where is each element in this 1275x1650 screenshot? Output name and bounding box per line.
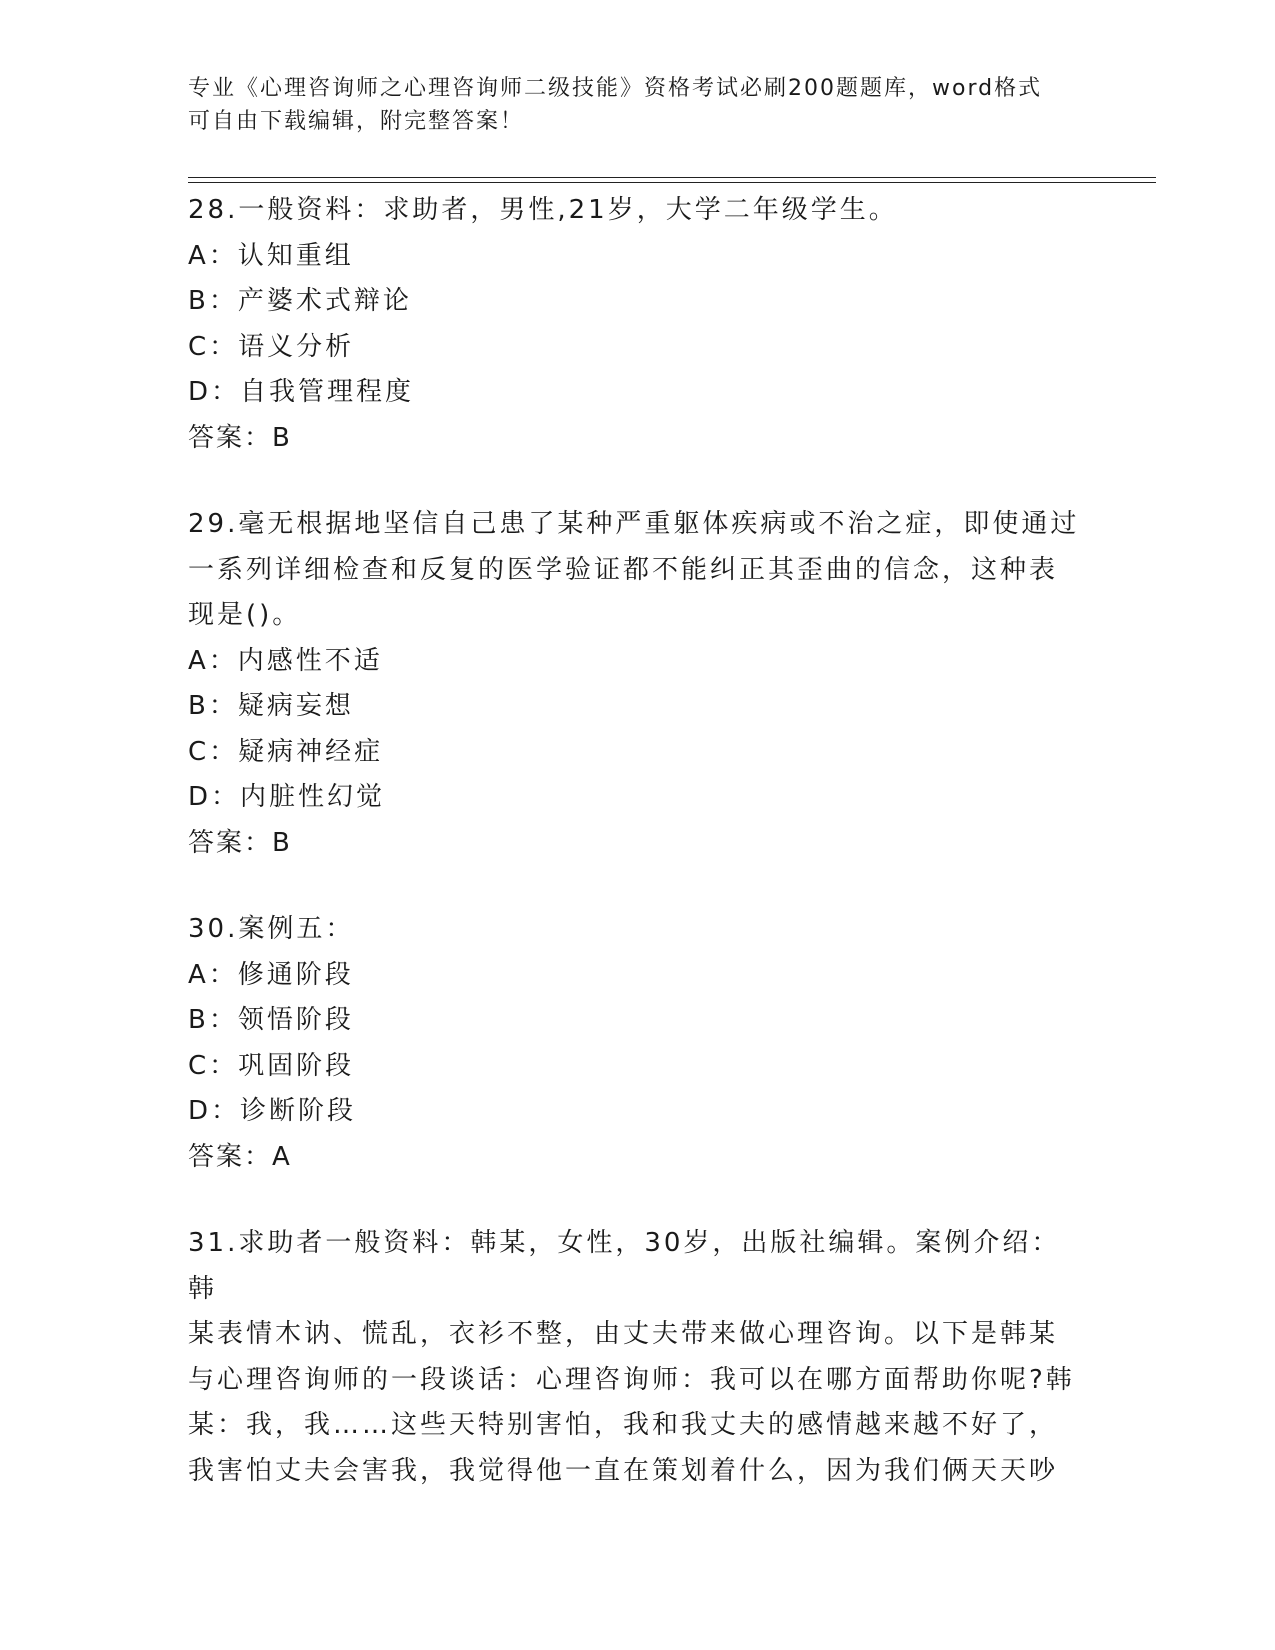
header-divider (188, 182, 1156, 183)
answer-line: 答案：A (188, 1141, 292, 1172)
option-a: A：内感性不适 (188, 645, 383, 676)
question-stem: 与心理咨询师的一段谈话：心理咨询师：我可以在哪方面帮助你呢?韩 (188, 1364, 1075, 1395)
option-d: D：自我管理程度 (188, 377, 415, 407)
question-stem: 31.求助者一般资料：韩某，女性，30岁，出版社编辑。案例介绍：韩 (188, 1228, 1061, 1304)
document-header (188, 72, 1088, 138)
question-stem: 28.一般资料：求助者，男性,21岁，大学二年级学生。 (188, 195, 898, 225)
question-stem: 某：我，我……这些天特别害怕，我和我丈夫的感情越来越不好了， (188, 1410, 1059, 1440)
question-item (188, 188, 1088, 461)
header-line: 专业《心理咨询师之心理咨询师二级技能》资格考试必刷200题题库，word格式 (188, 76, 1043, 101)
question-item (188, 1221, 1088, 1494)
question-item (188, 907, 1088, 1180)
option-c: C：疑病神经症 (188, 736, 384, 767)
option-a: A：修通阶段 (188, 959, 354, 990)
question-stem: 30.案例五： (188, 914, 355, 944)
question-item (188, 502, 1088, 866)
question-list (188, 188, 1088, 1494)
answer-line: 答案：B (188, 827, 292, 858)
question-stem: 我害怕丈夫会害我，我觉得他一直在策划着什么，因为我们俩天天吵 (188, 1455, 1059, 1486)
option-b: B：疑病妄想 (188, 691, 354, 721)
question-stem: 某表情木讷、慌乱，衣衫不整，由丈夫带来做心理咨询。以下是韩某 (188, 1319, 1059, 1349)
option-c: C：巩固阶段 (188, 1050, 355, 1081)
option-b: B：领悟阶段 (188, 1005, 354, 1035)
option-d: D：内脏性幻觉 (188, 782, 386, 812)
question-stem: 现是()。 (188, 600, 302, 630)
header-line: 可自由下载编辑，附完整答案！ (188, 109, 525, 134)
option-a: A：认知重组 (188, 240, 354, 271)
header-divider (188, 177, 1156, 178)
question-stem: 一系列详细检查和反复的医学验证都不能纠正其歪曲的信念，这种表 (188, 554, 1059, 585)
option-b: B：产婆术式辩论 (188, 286, 412, 316)
question-stem: 29.毫无根据地坚信自己患了某种严重躯体疾病或不治之症，即使通过 (188, 509, 1080, 539)
answer-line: 答案：B (188, 422, 292, 453)
option-c: C：语义分析 (188, 331, 355, 362)
option-d: D：诊断阶段 (188, 1096, 357, 1126)
